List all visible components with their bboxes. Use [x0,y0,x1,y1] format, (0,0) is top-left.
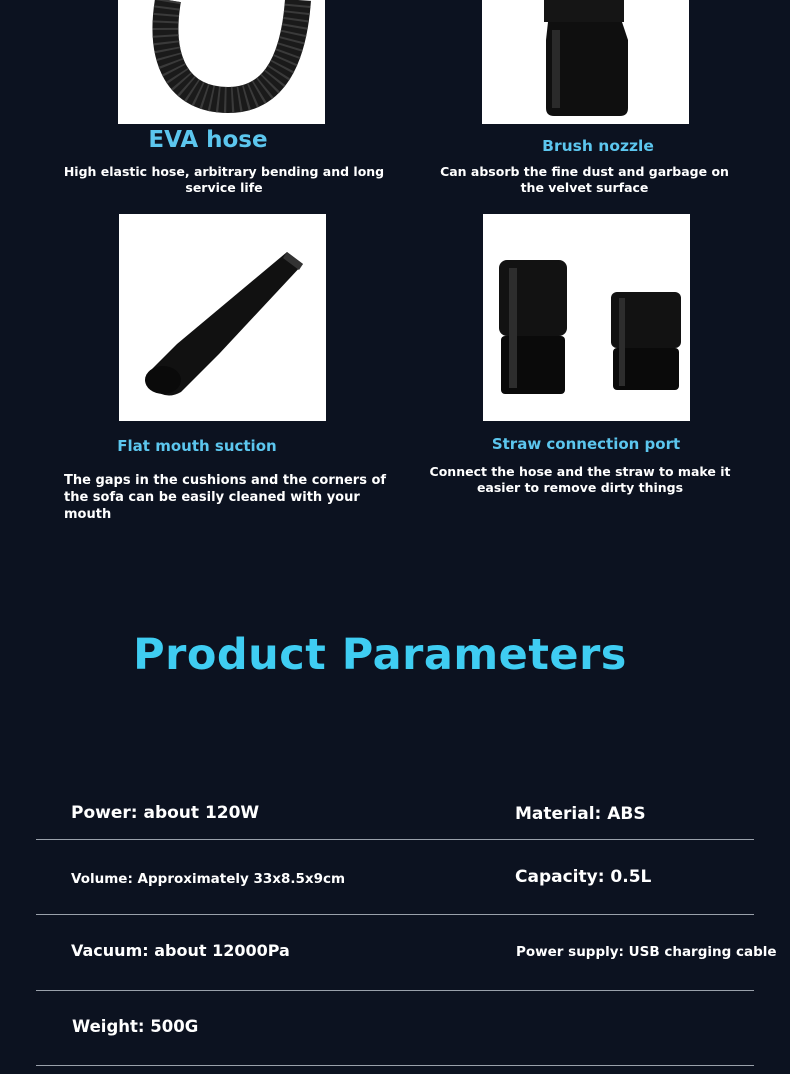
divider [36,1065,754,1066]
param-capacity: Capacity: 0.5L [515,867,652,887]
accessory-title-straw-port: Straw connection port [491,435,681,453]
param-weight: Weight: 500G [72,1017,199,1036]
flat-nozzle-image [119,214,326,421]
param-volume: Volume: Approximately 33x8.5x9cm [71,871,346,887]
flat-nozzle-icon [119,214,326,421]
accessory-title-brush-nozzle: Brush nozzle [542,137,654,155]
accessory-desc-straw-port: Connect the hose and the straw to make it easier to remove dirty things [429,464,731,495]
divider [36,990,754,991]
brush-nozzle-icon [482,0,689,124]
accessory-desc-brush-nozzle: Can absorb the fine dust and garbage on the velvet surface [440,164,729,195]
divider [36,839,754,840]
product-parameters-title: Product Parameters [133,630,627,680]
param-power-supply: Power supply: USB charging cable [516,944,777,960]
accessory-title-flat-mouth: Flat mouth suction [117,437,277,455]
accessory-desc-flat-mouth: The gaps in the cushions and the corners of the sofa can be easily cleaned with your mouth [64,473,387,522]
param-vacuum: Vacuum: about 12000Pa [71,941,290,960]
accessory-title-eva-hose: EVA hose [148,127,268,153]
accessory-desc-eva-hose: High elastic hose, arbitrary bending and long service life [63,164,385,195]
hose-icon [118,0,325,124]
hose-image [118,0,325,124]
divider [36,914,754,915]
adapter-image [483,214,690,421]
param-material: Material: ABS [515,804,646,824]
param-power: Power: about 120W [71,803,260,823]
adapter-icon [483,214,690,421]
brush-nozzle-image [482,0,689,124]
